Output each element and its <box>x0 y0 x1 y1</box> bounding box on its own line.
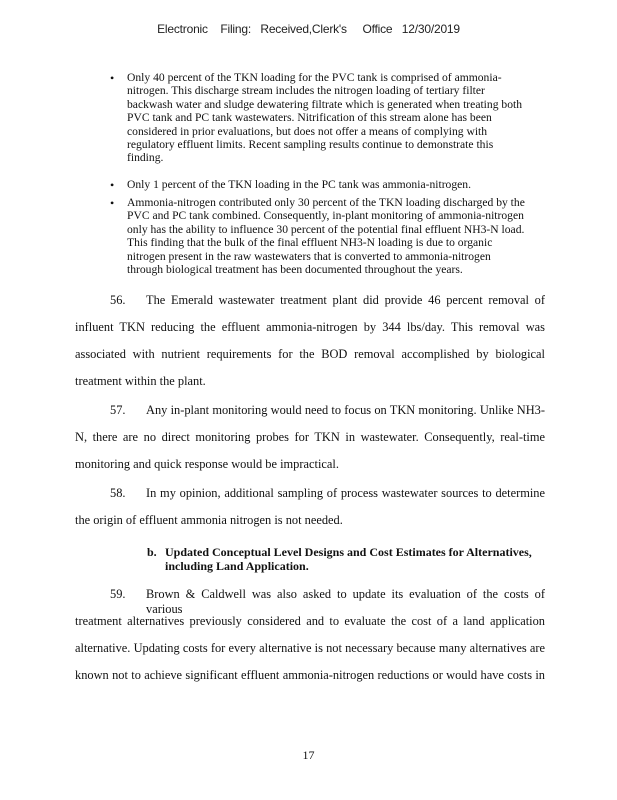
paragraph-line: associated with nutrient requirements for the BOD removal accomplished by biological <box>75 347 545 361</box>
bullet-text-line: PVC tank and PC tank wastewaters. Nitrification of this stream alone has been <box>127 111 492 125</box>
bullet-text-line: only has the ability to influence 30 percent of the potential final effluent NH3-N load. <box>127 222 525 236</box>
filing-stamp-header: Electronic Filing: Received,Clerk's Office 12/30/2019 <box>157 22 460 36</box>
section-heading-line: including Land Application. <box>165 559 309 573</box>
paragraph-number: 56. <box>110 293 126 307</box>
bullet-icon: • <box>110 71 115 85</box>
bullet-text-line: through biological treatment has been documented throughout the years. <box>127 263 463 276</box>
paragraph-line: The Emerald wastewater treatment plant did provide 46 percent removal of <box>146 293 545 307</box>
bullet-icon: • <box>110 178 115 192</box>
bullet-text-line: nitrogen present in the raw wastewaters that is converted to ammonia-nitrogen <box>127 249 491 263</box>
paragraph-line: Brown & Caldwell was also asked to update its evaluation of the costs of various <box>146 587 545 616</box>
paragraph-number: 58. <box>110 486 126 500</box>
bullet-text-line: finding. <box>127 151 164 165</box>
paragraph-line: Any in-plant monitoring would need to focus on TKN monitoring. Unlike NH3- <box>146 403 545 417</box>
paragraph-line: treatment within the plant. <box>75 374 206 388</box>
bullet-text-line: Only 40 percent of the TKN loading for the PVC tank is comprised of ammonia- <box>127 71 502 84</box>
bullet-text-line: This finding that the bulk of the final effluent NH3-N loading is due to organic <box>127 236 493 250</box>
paragraph-line: treatment alternatives previously considered and to evaluate the cost of a land application <box>75 614 545 628</box>
bullet-text-line: backwash water and sludge dewatering filtrate which is generated when treating both <box>127 97 523 111</box>
paragraph-line: In my opinion, additional sampling of process wastewater sources to determine <box>146 486 545 500</box>
bullet-text-line: Only 1 percent of the TKN loading in the PC tank was ammonia-nitrogen. <box>127 178 471 191</box>
bullet-text-line: Ammonia-nitrogen contributed only 30 percent of the TKN loading discharged by the <box>127 196 525 209</box>
paragraph-line: the origin of effluent ammonia nitrogen is not needed. <box>75 513 343 527</box>
bullet-text-line: regulatory effluent limits. Recent sampling results continue to demonstrate this <box>127 138 494 151</box>
paragraph-number: 59. <box>110 587 126 601</box>
paragraph-number: 57. <box>110 403 126 417</box>
bullet-text-line: considered in prior evaluations, but does not offer a means of complying with <box>127 124 488 138</box>
bullet-text-line: PVC and PC tank combined. Consequently, in-plant monitoring of ammonia-nitrogen <box>127 209 524 223</box>
paragraph-line: N, there are no direct monitoring probes for TKN in wastewater. Consequently, real-time <box>75 430 545 444</box>
section-heading-line: Updated Conceptual Level Designs and Cost Estimates for Alternatives, <box>165 545 532 559</box>
bullet-icon: • <box>110 196 115 210</box>
bullet-text-line: nitrogen. This discharge stream includes the nitrogen loading of tertiary filter <box>127 84 485 98</box>
paragraph-line: influent TKN reducing the effluent ammonia-nitrogen by 344 lbs/day. This removal was <box>75 320 545 334</box>
section-letter: b. <box>147 545 157 559</box>
paragraph-line: alternative. Updating costs for every alternative is not necessary because many alternatives are <box>75 641 545 655</box>
paragraph-line: known not to achieve significant effluent ammonia-nitrogen reductions or would have costs in <box>75 668 545 682</box>
page-number: 17 <box>302 748 315 762</box>
paragraph-line: monitoring and quick response would be impractical. <box>75 457 339 471</box>
